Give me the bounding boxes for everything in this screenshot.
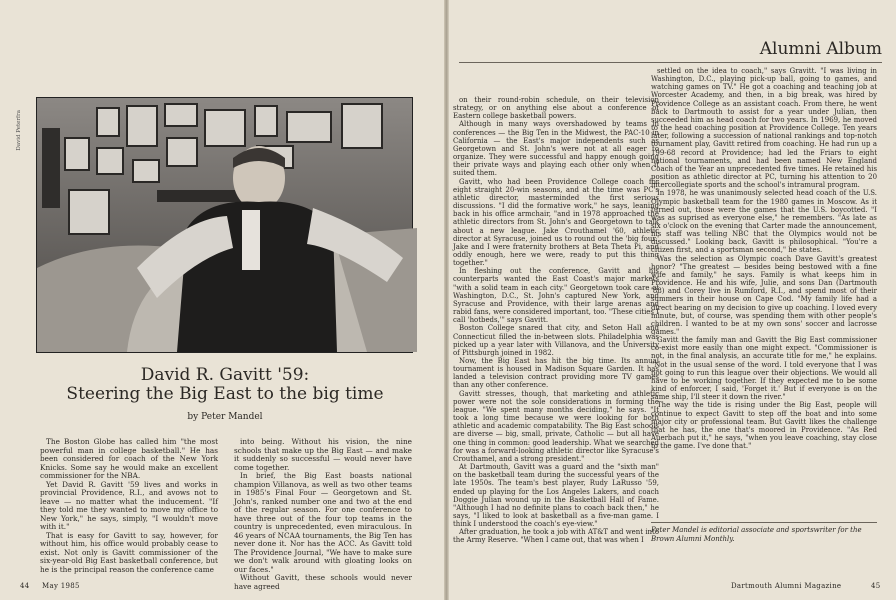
byline: by Peter Mandel [187, 412, 263, 422]
paragraph: on their round-robin schedule, on their television strategy, or on anything else about a conference of Eastern college basketball powers. [453, 96, 659, 121]
right-column-2 [651, 67, 877, 519]
issue-date: May 1985 [42, 582, 80, 590]
section-title: Alumni Album [759, 39, 882, 59]
headline-title: Steering the Big East to the big time [66, 384, 384, 404]
paragraph: Now, the Big East has hit the big time. Its annual tournament is housed in Madison Square Garden. It has landed a television contract providing more TV games than any other conference. [453, 357, 659, 390]
left-page [0, 0, 444, 600]
paragraph: After graduation, he took a job with AT&T and went into the Army Reserve. "When I came out, that was when I [453, 528, 659, 545]
portrait-photo [36, 97, 413, 353]
paragraph: The way the tide is rising under the Big East, people will continue to expect Gavitt to step off the boat and into some major city or professional team. But Gavitt likes the challenge that he has, the one that's moored in Providence. "As Red Auerbach put it," he says, "when you leave coaching, stay close to the game. I've done that." [651, 401, 877, 451]
paragraph: At Dartmouth, Gavitt was a guard and the "sixth man" on the basketball team during the successful years of the late 1950s. The team's best player, Rudy LaRusso '59, ended up playing for the Los Angeles Lakers, and coach Doggie Julian wound up in the Basketball Hall of Fame. "Although I had no definite plans to coach back then," he says, "I liked to look at basketball as a five-man game. I think I understood the coach's eye-view." [453, 463, 659, 529]
left-column-2 [234, 437, 412, 591]
right-column-1 [453, 96, 659, 574]
paragraph: into being. Without his vision, the nine schools that make up the Big East — and make it suddenly so successful — would never have come together. [234, 437, 412, 472]
paragraph: Gavitt stresses, though, that marketing and athletic power were not the sole considerations in forming the league. "We spent many months deciding," he says. "It took a long time because we were looking for both athletic and academic compatability. The Big East schools are diverse — big, small, private, Catholic — but all have one thing in common: good leadership. What we searched for was a forward-looking athletic director like Syracuse's Crouthamel, and a strong president." [453, 389, 659, 463]
paragraph: In brief, the Big East boasts national champion Villanova, as well as two other teams in 1985's Final Four — Georgetown and St. John's, ranked number one and two at the end of the regular season. For one conference to have three out of the four top teams in the country is unprecedented, even miraculous. In 46 years of NCAA tournaments, the Big Ten has never done it. Nor has the ACC. As Gavitt told The Providence Journal, "We have to make sure we don't walk around with gloating looks on our faces." [234, 471, 412, 574]
paragraph: settled on the idea to coach," says Gravitt. "I was living in Washington, D.C., playing pick-up ball, going to games, and watching games on TV." He got a coaching and teaching job at Worcester Academy, and then, in a big break, was hired by Providence College as an assistant coach. From there, he went back to Dartmouth to assist for a year under Julian, then succeeded him as head coach for two years. In 1969, he moved to the head coaching position at Providence College. Ten years later, following a succession of national rankings and top-notch tournament play, Gavitt retired from coaching. He had run up a 199-68 record at Providence; had led the Friars to eight national tournaments, and had been named New England Coach of the Year an unprecedented five times. He retained his position as athletic director at PC, turning his attention to 20 intercollegiate sports and the school's intramural program. [651, 67, 877, 190]
paragraph: Gavitt the family man and Gavitt the Big East commissioner co-exist more easily than one might expect. "Commissioner is not, in the final analysis, an accurate title for me," he explains. "Not in the usual sense of the word. I told everyone that I was not going to run this league over their objections. We would all have to be working together. If they expected me to be some kind of enforcer, I said, 'Forget it.' But if everyone is on the same ship, I'll steer it down the river." [651, 336, 877, 402]
header-rule [459, 62, 882, 63]
page-number-left: 44 [20, 582, 30, 590]
paragraph: Without Gavitt, these schools would never have agreed [234, 573, 412, 591]
left-column-1 [40, 438, 218, 578]
paragraph: The Boston Globe has called him "the most powerful man in college basketball." He has been considered for coach of the New York Knicks. Some say he would make an excellent commissioner for the NBA. [40, 437, 218, 480]
right-page [449, 0, 896, 600]
paragraph: Boston College snared that city, and Seton Hall and Connecticut filled the in-between slots. Philadelphia was picked up a year later with Villanova, and the University of Pittsburgh joined in 1982. [453, 324, 659, 357]
headline-name: David R. Gavitt '59: [140, 365, 310, 385]
bio-rule [651, 522, 877, 523]
paragraph: Yet David R. Gavitt '59 lives and works in provincial Providence, R.I., and avows not to leave — no matter what the inducement. "If they told me they wanted to move my office to New York," he says, simply, "I wouldn't move with it." [40, 479, 218, 531]
paragraph: Gavitt, who had been Providence College coach for eight straight 20-win seasons, and at the time was PC's athletic director, masterminded the first serious discussions. "I did the formative work," he says, leaning back in his office armchair, "and in 1978 approached the athletic directors from St. John's and Georgetown to talk about a new league. Jake Crouthamel '60, athletic director at Syracuse, joined us to round out the 'big four.' Jake and I were fraternity brothers at Beta Theta Pi, and oddly enough, here we were, ready to put this thing together." [453, 177, 659, 268]
photo-credit: David Peterfra [16, 110, 22, 151]
magazine-name: Dartmouth Alumni Magazine [731, 582, 842, 590]
page-number-right: 45 [871, 582, 881, 590]
portrait-photo-illustration [37, 98, 412, 352]
paragraph: In 1978, he was unanimously selected head coach of the U.S. Olympic basketball team for the 1980 games in Moscow. As it turned out, those were the games that the U.S. boycotted. "I was as suprised as everyone else," he remembers. "As late as six o'clock on the evening that Carter made the announcement, his staff was telling NBC that the Olympics would not be discussed." Looking back, Gavitt is philosophical. "You're a citizen first, and a sportsman second," he states. [651, 189, 877, 255]
paragraph: That is easy for Gavitt to say, however, for without him, his office would probably cease to exist. Not only is Gavitt commissioner of the six-year-old Big East basketball conference, but he is the principal reason the conference came [40, 530, 218, 574]
paragraph: Although in many ways overshadowed by teams in conferences — the Big Ten in the Midwest, the PAC-10 in California — the East's major independents such as Georgetown and St. John's were not at all eager to organize. They were successful and happy enough going their private ways and playing each other only when it suited them. [453, 120, 659, 178]
author-bio: Peter Mandel is editorial associate and sportswriter for the Brown Alumni Monthly. [651, 526, 862, 543]
paragraph: In fleshing out the conference, Gavitt and his counterparts wanted the East Coast's major markets "with a solid team in each city." Georgetown took care of Washington, D.C., St. John's captured New York, and Syracuse and Providence, with their large arenas and rabid fans, were considered important, too. "These cities I call 'hotbeds,'" says Gavitt. [453, 267, 659, 325]
paragraph: Was the selection as Olympic coach Dave Gavitt's greatest honor? "The greatest — besides being bestowed with a fine wife and family," he says. Family is what keeps him in Providence. He and his wife, Julie, and sons Dan (Dartmouth '88) and Corey live in Rumford, R.I., and spend most of their summers in their house on Cape Cod. "My family life had a direct bearing on my decision to give up coaching. I loved every minute, but, of course, was spending them with other people's children. I wanted to be at my own sons' soccer and lacrosse games." [651, 254, 877, 336]
